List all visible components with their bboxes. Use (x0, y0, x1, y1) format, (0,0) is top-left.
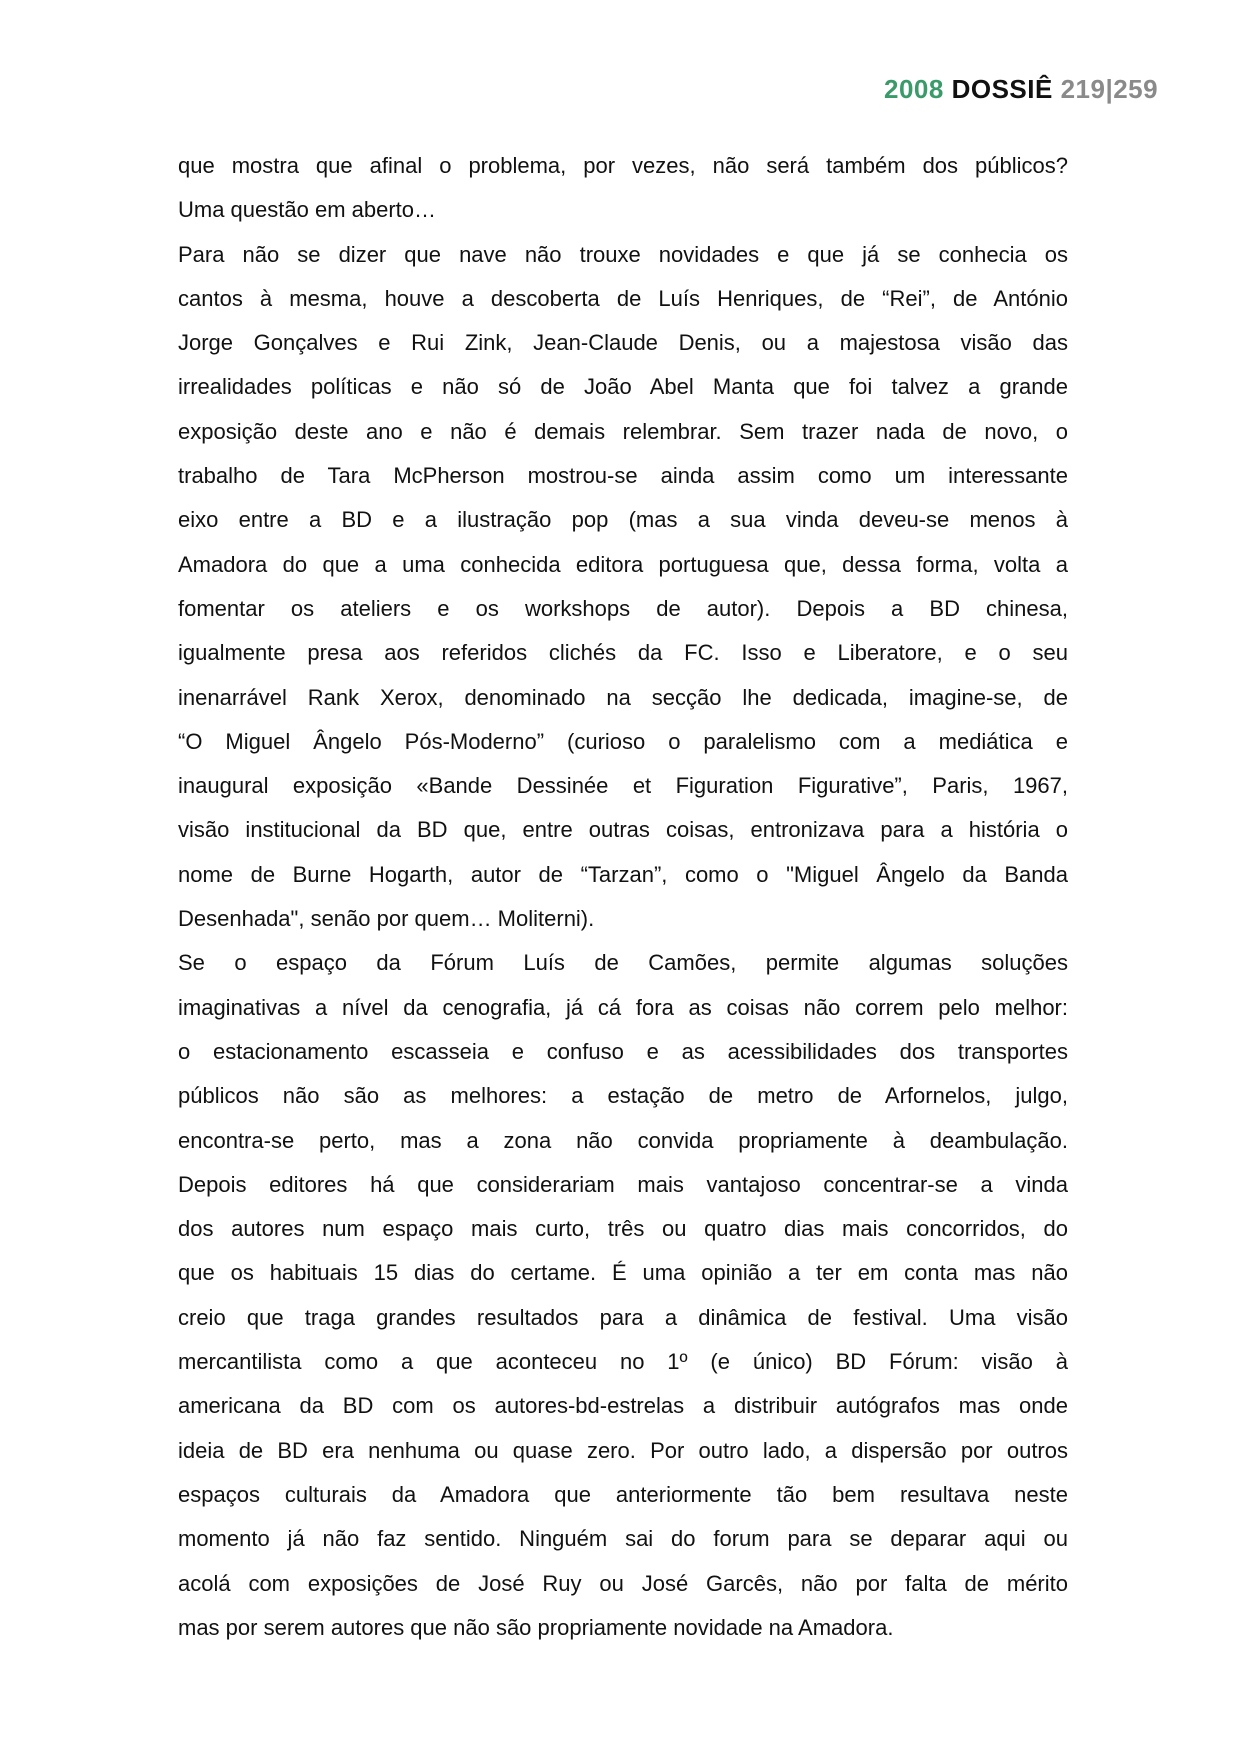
text-line: dos autores num espaço mais curto, três ou quatro dias mais concorridos, do (178, 1216, 1068, 1242)
text-line: que mostra que afinal o problema, por vezes, não será também dos públicos? (178, 153, 1068, 178)
text-line: espaços culturais da Amadora que anteriormente tão bem resultava neste (178, 1481, 1068, 1507)
text-line: ideia de BD era nenhuma ou quase zero. Por outro lado, a dispersão por outros (178, 1437, 1068, 1463)
text-line: inaugural exposição «Bande Dessinée et Figuration Figurative”, Paris, 1967, (178, 773, 1068, 799)
text-line: creio que traga grandes resultados para a dinâmica de festival. Uma visão (178, 1304, 1068, 1330)
paragraph (178, 144, 1068, 233)
text-line: mercantilista como a que aconteceu no 1º (e único) BD Fórum: visão à (178, 1349, 1068, 1375)
text-line: acolá com exposições de José Ruy ou José Garcês, não por falta de mérito (178, 1570, 1068, 1596)
text-line: Jorge Gonçalves e Rui Zink, Jean-Claude Denis, ou a majestosa visão das (178, 330, 1068, 356)
header-year: 2008 (884, 74, 944, 104)
paragraph (178, 941, 1068, 1650)
text-line: encontra-se perto, mas a zona não convida propriamente à deambulação. (178, 1127, 1068, 1153)
text-line: mas por serem autores que não são propriamente novidade na Amadora. (178, 1614, 894, 1640)
text-line: americana da BD com os autores-bd-estrelas a distribuir autógrafos mas onde (178, 1393, 1068, 1419)
text-line: “O Miguel Ângelo Pós-Moderno” (curioso o paralelismo com a mediática e (178, 728, 1068, 754)
text-line: o estacionamento escasseia e confuso e as acessibilidades dos transportes (178, 1038, 1068, 1064)
text-line: Uma questão em aberto… (178, 197, 437, 223)
text-line: inenarrável Rank Xerox, denominado na secção lhe dedicada, imagine-se, de (178, 684, 1068, 710)
text-line: igualmente presa aos referidos clichés da FC. Isso e Liberatore, e o seu (178, 640, 1068, 666)
text-line: nome de Burne Hogarth, autor de “Tarzan”, como o "Miguel Ângelo da Banda (178, 861, 1068, 887)
paragraph (178, 233, 1068, 942)
article-body (178, 144, 1068, 1650)
text-line: públicos não são as melhores: a estação de metro de Arfornelos, julgo, (178, 1083, 1068, 1109)
text-line: que os habituais 15 dias do certame. É uma opinião a ter em conta mas não (178, 1260, 1068, 1286)
text-line: Se o espaço da Fórum Luís de Camões, permite algumas soluções (178, 950, 1068, 976)
page-header (884, 74, 1158, 105)
text-line: Para não se dizer que nave não trouxe novidades e que já se conhecia os (178, 241, 1068, 267)
header-title: DOSSIÊ (951, 74, 1053, 104)
text-line: fomentar os ateliers e os workshops de autor). Depois a BD chinesa, (178, 595, 1068, 621)
text-line: cantos à mesma, houve a descoberta de Luís Henriques, de “Rei”, de António (178, 285, 1068, 311)
text-line: Desenhada", senão por quem… Moliterni). (178, 906, 595, 932)
text-line: Depois editores há que considerariam mais vantajoso concentrar-se a vinda (178, 1171, 1068, 1197)
text-line: exposição deste ano e não é demais relembrar. Sem trazer nada de novo, o (178, 418, 1068, 444)
text-line: trabalho de Tara McPherson mostrou-se ainda assim como um interessante (178, 463, 1068, 489)
text-line: eixo entre a BD e a ilustração pop (mas a sua vinda deveu-se menos à (178, 507, 1068, 533)
text-line: imaginativas a nível da cenografia, já cá fora as coisas não correm pelo melhor: (178, 994, 1068, 1020)
text-line: visão institucional da BD que, entre outras coisas, entronizava para a história o (178, 817, 1068, 843)
text-line: Amadora do que a uma conhecida editora portuguesa que, dessa forma, volta a (178, 551, 1068, 577)
header-page-number: 219|259 (1060, 74, 1159, 104)
text-line: irrealidades políticas e não só de João Abel Manta que foi talvez a grande (178, 374, 1068, 400)
text-line: momento já não faz sentido. Ninguém sai do forum para se deparar aqui ou (178, 1526, 1068, 1552)
